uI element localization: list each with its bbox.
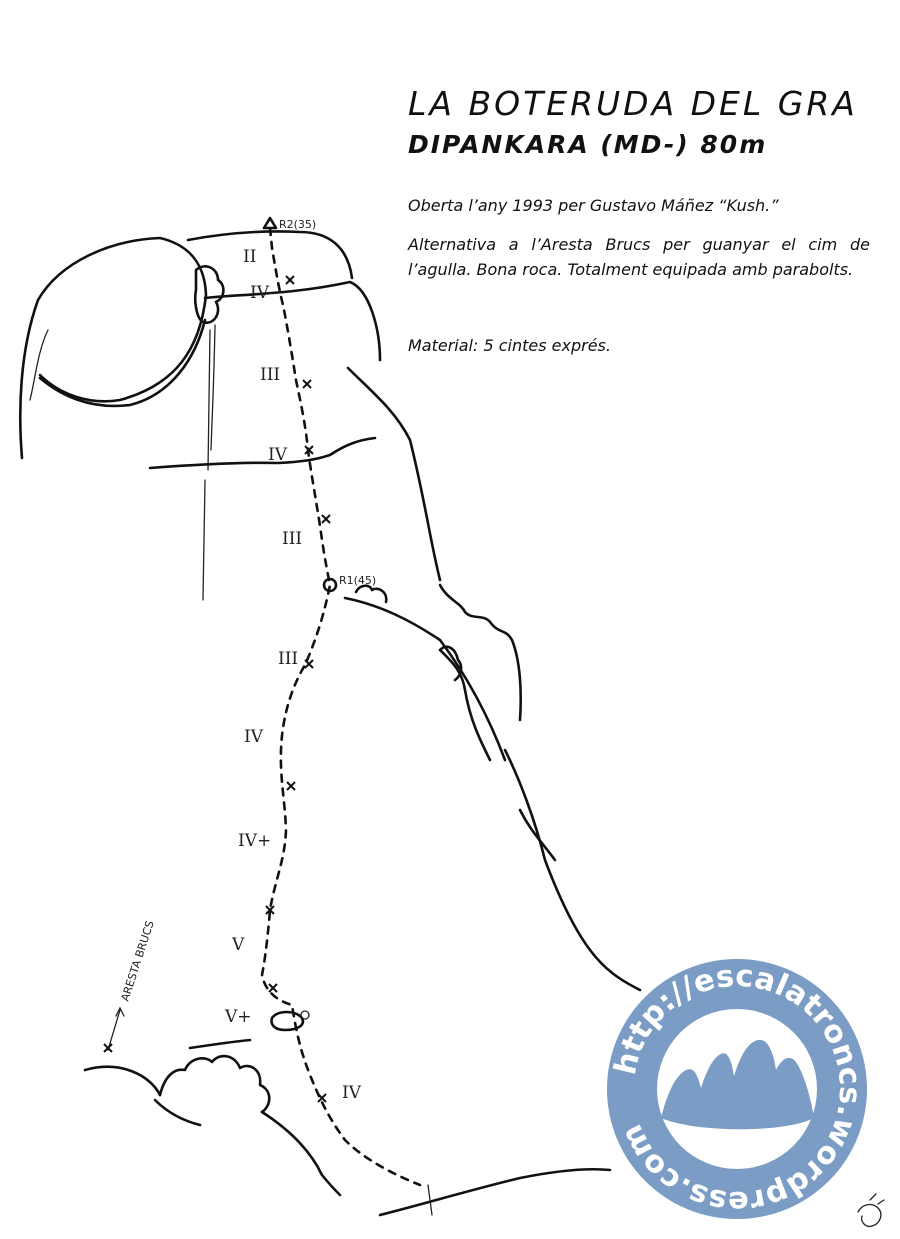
grade-label: V+: [225, 1007, 252, 1027]
grade-label: III: [282, 529, 303, 549]
aresta-arrow: [108, 1010, 120, 1050]
grade-label: IV+: [238, 831, 272, 851]
page-title: LA BOTERUDA DEL GRA: [408, 84, 858, 123]
grade-label: IV-: [250, 283, 274, 303]
grade-label: II: [243, 247, 257, 267]
grade-label: IV: [342, 1083, 361, 1103]
grades: [224, 247, 362, 1103]
watermark-text: http://escalatroncs.wordpress.com: [607, 958, 868, 1220]
belay-middle-label: R1(45): [339, 574, 377, 587]
grade-label: IV: [244, 727, 263, 747]
description-route: Alternativa a l’Aresta Brucs per guanyar el cim de l’agulla. Bona roca. Totalment equipada amb parabolts.: [408, 235, 870, 279]
route-subtitle: DIPANKARA (MD-) 80m: [408, 130, 768, 159]
belay-r1: [324, 574, 376, 591]
aresta-brucs-label: ARESTA BRUCS: [118, 919, 157, 1003]
description-gear: Material: 5 cintes exprés.: [408, 336, 611, 355]
boulder-outline: [20, 238, 223, 600]
watermark-stamp: [606, 958, 868, 1220]
summit-block: [188, 231, 440, 580]
description-first-ascent: Oberta l’any 1993 per Gustavo Máñez “Kush.”: [408, 196, 779, 215]
ledges: [150, 438, 505, 1048]
grade-label: IV: [268, 445, 287, 465]
base-terrain: [85, 1011, 610, 1215]
grade-label: III: [260, 365, 281, 385]
belay-top-label: R2(35): [279, 218, 317, 231]
route-line: [262, 228, 420, 1185]
grade-label: V: [232, 935, 245, 955]
grade-label: III: [278, 649, 299, 669]
belay-r2: [264, 218, 316, 231]
right-ridge: [440, 585, 640, 990]
